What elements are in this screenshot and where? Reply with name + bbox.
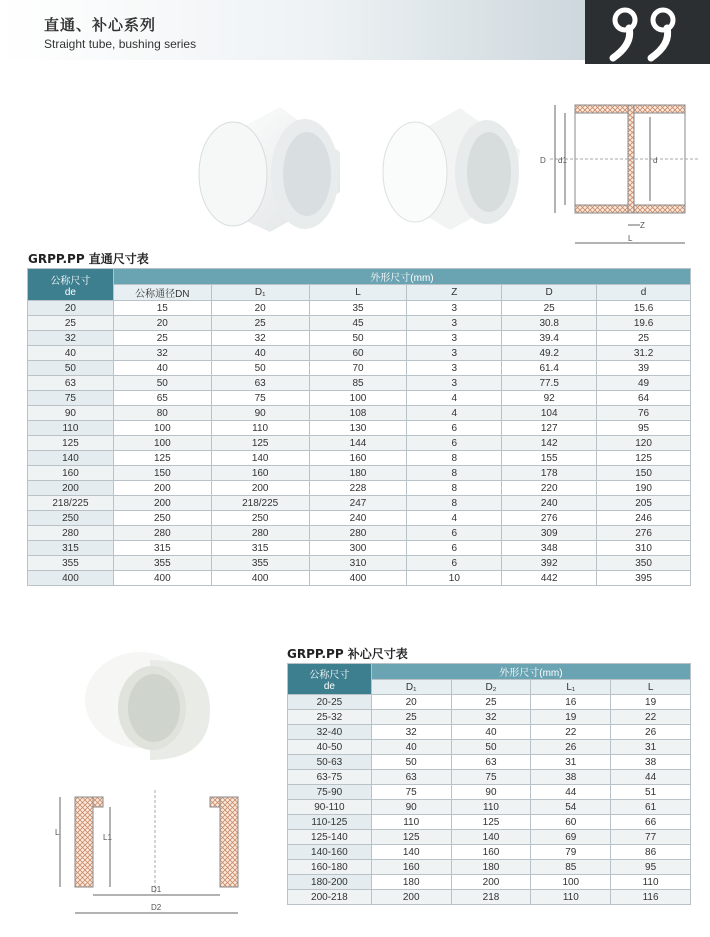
bushing-table-row — [288, 890, 691, 905]
bushing-table-cell: 110 — [531, 890, 611, 905]
bushing-table-cell: 44 — [611, 770, 691, 785]
straight-tube-table-cell: 76 — [597, 406, 691, 421]
bushing-table-cell: 75 — [451, 770, 531, 785]
straight-tube-table-row — [28, 301, 691, 316]
straight-tube-table-cell: 65 — [113, 391, 211, 406]
straight-tube-table-cell: 15.6 — [597, 301, 691, 316]
bushing-nominal-size-sub: de — [323, 681, 335, 692]
straight-tube-table-cell: 200 — [28, 481, 114, 496]
bushing-table-cell: 125 — [371, 830, 451, 845]
straight-tube-table-cell: 8 — [407, 481, 502, 496]
straight-tube-table-cell: 355 — [28, 556, 114, 571]
straight-tube-table-cell: 200 — [211, 481, 309, 496]
straight-tube-table-row — [28, 331, 691, 346]
straight-tube-table-cell: 3 — [407, 376, 502, 391]
straight-tube-table-cell: 130 — [309, 421, 407, 436]
bushing-column-header: D₁ — [371, 680, 451, 695]
bushing-table-cell: 77 — [611, 830, 691, 845]
straight-tube-table-cell: 309 — [502, 526, 597, 541]
straight-tube-table-cell: 205 — [597, 496, 691, 511]
bushing-table-cell: 86 — [611, 845, 691, 860]
straight-tube-table-cell: 240 — [502, 496, 597, 511]
straight-tube-column-header: L — [309, 285, 407, 301]
straight-tube-table-cell: 247 — [309, 496, 407, 511]
straight-tube-table-cell: 250 — [113, 511, 211, 526]
straight-tube-photo-2 — [375, 100, 535, 240]
straight-tube-table-cell: 276 — [502, 511, 597, 526]
straight-tube-table-cell: 280 — [113, 526, 211, 541]
straight-tube-table-row — [28, 541, 691, 556]
bushing-table-cell: 180-200 — [288, 875, 372, 890]
bushing-nominal-size-header — [288, 664, 372, 695]
straight-tube-table-cell: 400 — [28, 571, 114, 586]
dim-label-L-bushing: L — [55, 828, 60, 837]
bushing-table-cell: 40-50 — [288, 740, 372, 755]
straight-tube-table-cell: 246 — [597, 511, 691, 526]
bushing-table-cell: 51 — [611, 785, 691, 800]
nominal-size-label: 公称尺寸 — [50, 275, 91, 287]
straight-tube-table-cell: 348 — [502, 541, 597, 556]
bushing-table-cell: 63 — [451, 755, 531, 770]
straight-tube-table-cell: 8 — [407, 466, 502, 481]
straight-tube-table-cell: 392 — [502, 556, 597, 571]
bushing-table-cell: 63 — [371, 770, 451, 785]
straight-tube-table-cell: 60 — [309, 346, 407, 361]
straight-tube-table-cell: 25 — [113, 331, 211, 346]
brand-logo — [585, 0, 710, 64]
straight-tube-table-cell: 3 — [407, 361, 502, 376]
straight-tube-table-cell: 180 — [309, 466, 407, 481]
straight-tube-table-cell: 110 — [211, 421, 309, 436]
straight-tube-table-cell: 127 — [502, 421, 597, 436]
straight-tube-column-header: 公称通径DN — [113, 285, 211, 301]
straight-tube-column-header: D — [502, 285, 597, 301]
straight-tube-table-row — [28, 436, 691, 451]
straight-tube-table-cell: 25 — [502, 301, 597, 316]
bushing-table-cell: 22 — [531, 725, 611, 740]
straight-tube-table-cell: 108 — [309, 406, 407, 421]
bushing-table-cell: 180 — [451, 860, 531, 875]
straight-tube-table-cell: 355 — [113, 556, 211, 571]
bushing-table-cell: 75-90 — [288, 785, 372, 800]
bushing-table-row — [288, 815, 691, 830]
straight-tube-table-cell: 100 — [113, 421, 211, 436]
straight-tube-table-cell: 32 — [28, 331, 114, 346]
bushing-table-cell: 40 — [451, 725, 531, 740]
straight-tube-table-cell: 75 — [211, 391, 309, 406]
bushing-table-row — [288, 845, 691, 860]
straight-tube-table-cell: 61.4 — [502, 361, 597, 376]
bushing-table-cell: 19 — [611, 695, 691, 710]
straight-tube-table-cell: 6 — [407, 436, 502, 451]
bushing-table-cell: 95 — [611, 860, 691, 875]
dim-label-D1: D1 — [151, 885, 162, 894]
straight-tube-table-cell: 250 — [211, 511, 309, 526]
straight-tube-table-cell: 104 — [502, 406, 597, 421]
straight-tube-table-cell: 140 — [28, 451, 114, 466]
dim-label-D2: D2 — [151, 903, 162, 912]
straight-tube-table-cell: 442 — [502, 571, 597, 586]
bushing-table-cell: 54 — [531, 800, 611, 815]
bushing-table-row — [288, 710, 691, 725]
straight-tube-table-cell: 31.2 — [597, 346, 691, 361]
straight-tube-table-row — [28, 391, 691, 406]
straight-tube-table-cell: 85 — [309, 376, 407, 391]
bushing-table-cell: 90 — [371, 800, 451, 815]
bushing-table-cell: 160 — [371, 860, 451, 875]
straight-tube-table-cell: 125 — [211, 436, 309, 451]
series-title-en: Straight tube, bushing series — [44, 37, 197, 51]
bushing-table-cell: 19 — [531, 710, 611, 725]
straight-tube-table-cell: 280 — [28, 526, 114, 541]
straight-tube-table-row — [28, 376, 691, 391]
straight-tube-table-cell: 6 — [407, 526, 502, 541]
bushing-table-cell: 116 — [611, 890, 691, 905]
straight-tube-table-cell: 280 — [211, 526, 309, 541]
dim-label-L: L — [628, 234, 633, 243]
straight-tube-photo-1 — [185, 92, 355, 242]
bushing-table-cell: 125 — [451, 815, 531, 830]
straight-tube-table-cell: 32 — [113, 346, 211, 361]
bushing-table-cell: 32-40 — [288, 725, 372, 740]
bushing-column-header: D₂ — [451, 680, 531, 695]
bushing-table-cell: 32 — [371, 725, 451, 740]
bushing-table-cell: 140 — [371, 845, 451, 860]
straight-tube-table-cell: 350 — [597, 556, 691, 571]
bushing-table-cell: 75 — [371, 785, 451, 800]
bushing-column-header: L₁ — [531, 680, 611, 695]
straight-tube-table-cell: 276 — [597, 526, 691, 541]
straight-tube-table-cell: 218/225 — [28, 496, 114, 511]
bushing-table-row — [288, 725, 691, 740]
bushing-table-row — [288, 830, 691, 845]
straight-tube-table-cell: 355 — [211, 556, 309, 571]
straight-tube-table-row — [28, 421, 691, 436]
nominal-size-sub: de — [64, 286, 76, 298]
bushing-size-table — [287, 663, 691, 905]
straight-tube-table-cell: 150 — [597, 466, 691, 481]
straight-tube-table-cell: 77.5 — [502, 376, 597, 391]
bushing-table-cell: 63-75 — [288, 770, 372, 785]
straight-tube-table-cell: 25 — [597, 331, 691, 346]
straight-tube-table-cell: 315 — [113, 541, 211, 556]
straight-tube-table-cell: 228 — [309, 481, 407, 496]
straight-tube-table-cell: 50 — [113, 376, 211, 391]
straight-tube-table-cell: 125 — [113, 451, 211, 466]
straight-tube-table-cell: 4 — [407, 406, 502, 421]
bushing-nominal-size-label: 公称尺寸 — [309, 670, 350, 681]
straight-tube-table-row — [28, 361, 691, 376]
straight-tube-diagram — [530, 95, 710, 255]
straight-tube-table-cell: 15 — [113, 301, 211, 316]
nominal-size-header — [28, 269, 114, 301]
straight-tube-table-cell: 400 — [309, 571, 407, 586]
bushing-table-cell: 31 — [531, 755, 611, 770]
straight-tube-table-cell: 25 — [211, 316, 309, 331]
straight-tube-table-cell: 400 — [113, 571, 211, 586]
straight-tube-table-cell: 120 — [597, 436, 691, 451]
bushing-table-cell: 38 — [611, 755, 691, 770]
straight-tube-table-cell: 19.6 — [597, 316, 691, 331]
straight-tube-table-cell: 39 — [597, 361, 691, 376]
bushing-table-cell: 44 — [531, 785, 611, 800]
bushing-outer-dimensions-header: 外形尺寸(mm) — [371, 664, 690, 680]
straight-tube-table-cell: 10 — [407, 571, 502, 586]
bushing-table-cell: 140-160 — [288, 845, 372, 860]
bushing-table-cell: 20 — [371, 695, 451, 710]
bushing-table-cell: 40 — [371, 740, 451, 755]
bushing-table-cell: 85 — [531, 860, 611, 875]
straight-tube-table-cell: 200 — [113, 496, 211, 511]
straight-tube-table-cell: 40 — [28, 346, 114, 361]
bushing-table-row — [288, 755, 691, 770]
straight-tube-table-row — [28, 451, 691, 466]
straight-tube-table-row — [28, 346, 691, 361]
straight-tube-table-cell: 140 — [211, 451, 309, 466]
straight-tube-table-cell: 90 — [211, 406, 309, 421]
straight-tube-table-cell: 218/225 — [211, 496, 309, 511]
bushing-table-cell: 110-125 — [288, 815, 372, 830]
bushing-table-cell: 31 — [611, 740, 691, 755]
straight-tube-column-header: d — [597, 285, 691, 301]
bushing-table-cell: 32 — [451, 710, 531, 725]
straight-tube-table-cell: 25 — [28, 316, 114, 331]
straight-tube-table-cell: 150 — [113, 466, 211, 481]
straight-tube-table-row — [28, 466, 691, 481]
straight-tube-table-cell: 155 — [502, 451, 597, 466]
straight-tube-table-cell: 315 — [28, 541, 114, 556]
bushing-table-cell: 25 — [451, 695, 531, 710]
straight-tube-table-cell: 142 — [502, 436, 597, 451]
dim-label-D: D — [540, 156, 546, 165]
bushing-table-cell: 69 — [531, 830, 611, 845]
bushing-table-cell: 25 — [371, 710, 451, 725]
bushing-table-cell: 180 — [371, 875, 451, 890]
straight-tube-table-cell: 144 — [309, 436, 407, 451]
bushing-table-cell: 66 — [611, 815, 691, 830]
straight-tube-table-cell: 310 — [309, 556, 407, 571]
straight-tube-table-cell: 220 — [502, 481, 597, 496]
bushing-table-cell: 200 — [371, 890, 451, 905]
straight-tube-table-cell: 178 — [502, 466, 597, 481]
straight-tube-table-cell: 250 — [28, 511, 114, 526]
straight-tube-size-table — [27, 268, 691, 586]
straight-tube-table-cell: 395 — [597, 571, 691, 586]
straight-tube-table-cell: 64 — [597, 391, 691, 406]
straight-tube-table-cell: 4 — [407, 391, 502, 406]
straight-tube-table-cell: 3 — [407, 301, 502, 316]
straight-tube-table-cell: 80 — [113, 406, 211, 421]
straight-tube-table-cell: 39.4 — [502, 331, 597, 346]
dim-label-d: d — [653, 156, 658, 165]
straight-tube-table-cell: 160 — [28, 466, 114, 481]
bushing-table-cell: 26 — [611, 725, 691, 740]
bushing-table-cell: 110 — [611, 875, 691, 890]
straight-tube-table-cell: 49 — [597, 376, 691, 391]
bushing-table-cell: 25-32 — [288, 710, 372, 725]
straight-tube-table-row — [28, 511, 691, 526]
straight-tube-table-cell: 95 — [597, 421, 691, 436]
straight-tube-table-cell: 310 — [597, 541, 691, 556]
straight-tube-table-cell: 190 — [597, 481, 691, 496]
bushing-table-cell: 200 — [451, 875, 531, 890]
bushing-table-cell: 90 — [451, 785, 531, 800]
straight-tube-table-cell: 92 — [502, 391, 597, 406]
bushing-table-cell: 16 — [531, 695, 611, 710]
dim-label-Z: Z — [640, 221, 645, 230]
straight-tube-table-cell: 63 — [28, 376, 114, 391]
bushing-table-cell: 140 — [451, 830, 531, 845]
dim-label-d1: d1 — [558, 156, 567, 165]
straight-tube-table-cell: 400 — [211, 571, 309, 586]
bushing-column-header: L — [611, 680, 691, 695]
straight-tube-table-row — [28, 496, 691, 511]
straight-tube-table-cell: 20 — [28, 301, 114, 316]
straight-tube-table-cell: 315 — [211, 541, 309, 556]
bushing-table-cell: 100 — [531, 875, 611, 890]
straight-tube-table-cell: 63 — [211, 376, 309, 391]
straight-tube-table-cell: 8 — [407, 451, 502, 466]
bushing-table-cell: 110 — [371, 815, 451, 830]
straight-tube-table-row — [28, 556, 691, 571]
straight-tube-table-cell: 3 — [407, 331, 502, 346]
straight-tube-table-cell: 90 — [28, 406, 114, 421]
straight-tube-table-row — [28, 316, 691, 331]
straight-tube-table-cell: 100 — [113, 436, 211, 451]
bushing-table-cell: 79 — [531, 845, 611, 860]
straight-tube-table-cell: 3 — [407, 316, 502, 331]
straight-tube-table-cell: 20 — [113, 316, 211, 331]
straight-tube-table-cell: 6 — [407, 556, 502, 571]
straight-tube-table-cell: 200 — [113, 481, 211, 496]
bushing-table-cell: 22 — [611, 710, 691, 725]
straight-tube-table-cell: 45 — [309, 316, 407, 331]
straight-tube-table-cell: 110 — [28, 421, 114, 436]
bushing-table-cell: 61 — [611, 800, 691, 815]
bushing-table-row — [288, 770, 691, 785]
series-title-cn: 直通、补心系列 — [44, 16, 157, 34]
straight-tube-table-cell: 75 — [28, 391, 114, 406]
straight-tube-table-cell: 35 — [309, 301, 407, 316]
straight-tube-table-cell: 50 — [309, 331, 407, 346]
straight-tube-table-cell: 32 — [211, 331, 309, 346]
straight-tube-table-cell: 40 — [211, 346, 309, 361]
straight-tube-table-cell: 20 — [211, 301, 309, 316]
bushing-table-cell: 26 — [531, 740, 611, 755]
bushing-table-row — [288, 860, 691, 875]
straight-tube-table-cell: 3 — [407, 346, 502, 361]
straight-tube-table-cell: 240 — [309, 511, 407, 526]
straight-tube-table-cell: 100 — [309, 391, 407, 406]
straight-tube-table-row — [28, 571, 691, 586]
straight-tube-table-cell: 30.8 — [502, 316, 597, 331]
straight-tube-table-cell: 125 — [28, 436, 114, 451]
straight-tube-table-cell: 50 — [28, 361, 114, 376]
bushing-table-cell: 160 — [451, 845, 531, 860]
straight-tube-table-title: GRPP.PP 直通尺寸表 — [28, 252, 149, 266]
straight-tube-table-cell: 6 — [407, 541, 502, 556]
bushing-diagram — [55, 785, 255, 920]
outer-dimensions-header: 外形尺寸(mm) — [113, 269, 690, 285]
bushing-table-cell: 125-140 — [288, 830, 372, 845]
bushing-table-cell: 60 — [531, 815, 611, 830]
straight-tube-table-cell: 8 — [407, 496, 502, 511]
straight-tube-table-cell: 4 — [407, 511, 502, 526]
bushing-table-title: GRPP.PP 补心尺寸表 — [287, 647, 408, 661]
straight-tube-table-cell: 280 — [309, 526, 407, 541]
bushing-table-row — [288, 695, 691, 710]
straight-tube-table-cell: 300 — [309, 541, 407, 556]
bushing-table-row — [288, 740, 691, 755]
bushing-table-cell: 20-25 — [288, 695, 372, 710]
bushing-table-cell: 90-110 — [288, 800, 372, 815]
bushing-table-cell: 160-180 — [288, 860, 372, 875]
bushing-table-cell: 110 — [451, 800, 531, 815]
dim-label-L1: L1 — [103, 833, 112, 842]
straight-tube-table-row — [28, 406, 691, 421]
bushing-table-cell: 218 — [451, 890, 531, 905]
straight-tube-table-row — [28, 526, 691, 541]
bushing-photo — [80, 640, 220, 770]
straight-tube-column-header: D₁ — [211, 285, 309, 301]
straight-tube-table-cell: 70 — [309, 361, 407, 376]
bushing-table-row — [288, 875, 691, 890]
straight-tube-table-cell: 6 — [407, 421, 502, 436]
straight-tube-table-row — [28, 481, 691, 496]
straight-tube-table-cell: 160 — [309, 451, 407, 466]
straight-tube-table-cell: 50 — [211, 361, 309, 376]
straight-tube-table-cell: 49.2 — [502, 346, 597, 361]
straight-tube-column-header: Z — [407, 285, 502, 301]
logo-mark-icon — [585, 0, 710, 64]
bushing-table-row — [288, 785, 691, 800]
bushing-table-cell: 38 — [531, 770, 611, 785]
bushing-table-cell: 200-218 — [288, 890, 372, 905]
bushing-table-cell: 50 — [451, 740, 531, 755]
straight-tube-table-cell: 40 — [113, 361, 211, 376]
straight-tube-table-cell: 125 — [597, 451, 691, 466]
bushing-table-row — [288, 800, 691, 815]
bushing-table-cell: 50-63 — [288, 755, 372, 770]
bushing-table-cell: 50 — [371, 755, 451, 770]
straight-tube-table-cell: 160 — [211, 466, 309, 481]
